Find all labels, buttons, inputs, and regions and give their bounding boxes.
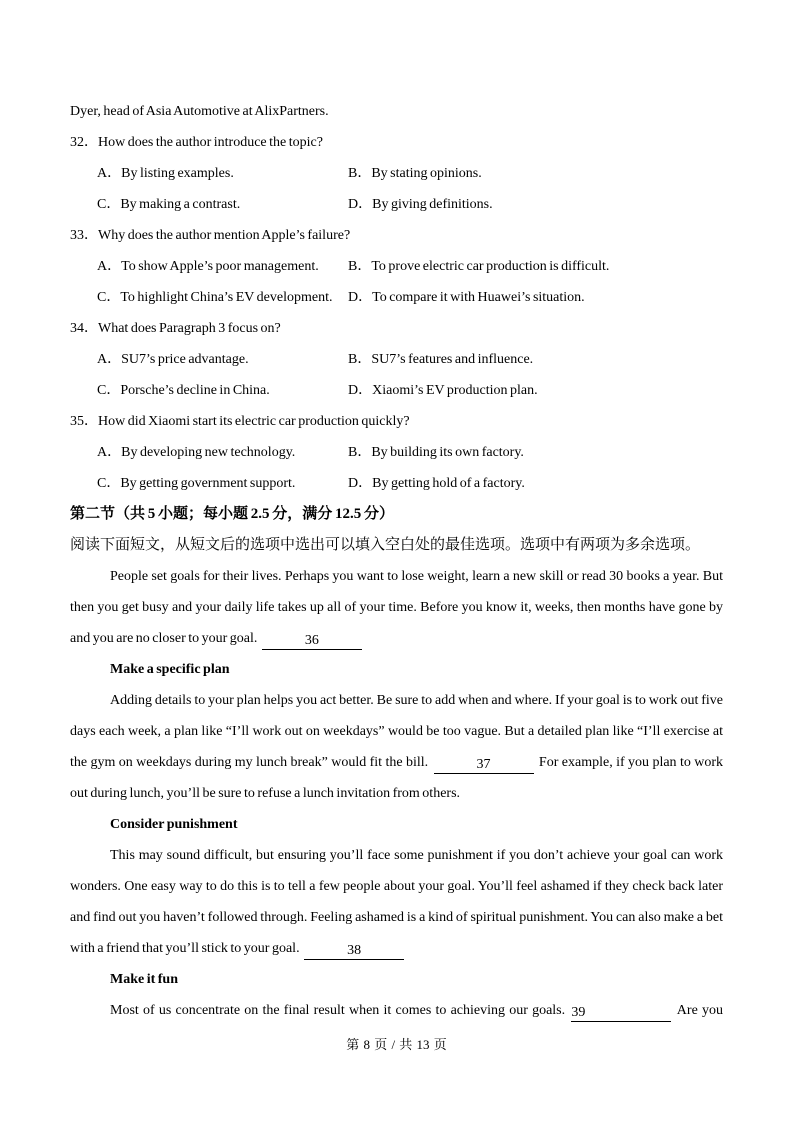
options-row — [70, 251, 723, 282]
option-label: B． — [348, 259, 372, 274]
option-text: To show Apple’s poor management. — [121, 259, 319, 274]
option-label: C． — [97, 290, 121, 305]
cloze-passage — [70, 561, 723, 1026]
option-text: By building its own factory. — [371, 445, 524, 460]
blank-36 — [262, 633, 362, 650]
option-label: B． — [348, 445, 372, 460]
options-row — [70, 437, 723, 468]
question-stem — [70, 127, 723, 158]
option-text: By getting hold of a factory. — [372, 476, 525, 491]
passage-text: This may sound difficult, but ensuring you’ll face some punishment if you don’t achieve your goal can work wonders. One easy way to do this is to tell a few people about your goal. You’ll feel ashamed if they check back later and find out you haven’t followed through. Feeling ashamed is a kind of spiritual punishment. You can also make a bet with a friend that you’ll stick to your goal. — [70, 848, 723, 956]
option-label: D． — [348, 383, 373, 398]
option-b — [348, 437, 723, 468]
option-text: To compare it with Huawei’s situation. — [372, 290, 585, 305]
options-row — [70, 189, 723, 220]
passage-paragraph — [70, 840, 723, 964]
option-text: To prove electric car production is difficult. — [371, 259, 610, 274]
question-text: Why does the author mention Apple’s failure? — [98, 228, 351, 243]
option-label: C． — [97, 383, 121, 398]
options-row — [70, 468, 723, 499]
question-number: 35． — [70, 414, 98, 429]
passage-text: Most of us concentrate on the final result when it comes to achieving our goals. — [110, 1003, 570, 1018]
option-label: B． — [348, 166, 372, 181]
option-d — [348, 282, 723, 313]
option-c — [70, 468, 348, 499]
passage-paragraph — [70, 561, 723, 654]
blank-39 — [571, 1005, 671, 1022]
passage-paragraph — [70, 995, 723, 1026]
option-c — [70, 189, 348, 220]
option-text: By listing examples. — [121, 166, 234, 181]
option-b — [348, 344, 723, 375]
option-text: SU7’s features and influence. — [371, 352, 534, 367]
option-a — [70, 437, 348, 468]
blank-37 — [434, 757, 534, 774]
question-number: 33． — [70, 228, 98, 243]
option-text: By developing new technology. — [121, 445, 296, 460]
blank-number: 36 — [304, 633, 319, 648]
question-stem — [70, 313, 723, 344]
passage-text: Adding details to your plan helps you act better. Be sure to add when and where. If your goal is to work out five days each week, a plan like “I’ll work out on weekdays” would be too vague. But a detailed plan like “I’ll exercise at the gym on weekdays during my lunch break” would fit the bill. — [70, 693, 723, 770]
section-heading: 第二节（共 5 小题；每小题 2.5 分，满分 12.5 分） — [70, 506, 395, 522]
option-d — [348, 468, 723, 499]
option-label: A． — [97, 445, 122, 460]
option-text: By giving definitions. — [372, 197, 493, 212]
passage-text: For example, if you plan to work out during lunch, you’ll be sure to refuse a lunch invitation from others. — [70, 755, 723, 801]
option-b — [348, 158, 723, 189]
question-text: How does the author introduce the topic? — [98, 135, 323, 150]
page-content — [70, 96, 723, 1026]
passage-paragraph — [70, 685, 723, 809]
option-label: A． — [97, 352, 122, 367]
option-d — [348, 375, 723, 406]
option-a — [70, 158, 348, 189]
option-label: B． — [348, 352, 372, 367]
option-text: By making a contrast. — [120, 197, 241, 212]
passage-subheading: Make a specific plan — [110, 662, 230, 677]
option-label: D． — [348, 290, 373, 305]
options-row — [70, 282, 723, 313]
passage-continuation-line: Dyer, head of Asia Automotive at AlixPartners. — [70, 104, 329, 119]
option-b — [348, 251, 723, 282]
reading-questions-block — [70, 127, 723, 499]
option-a — [70, 251, 348, 282]
option-text: By stating opinions. — [371, 166, 482, 181]
option-text: By getting government support. — [120, 476, 296, 491]
blank-number: 39 — [571, 1005, 586, 1020]
option-text: Porsche’s decline in China. — [120, 383, 270, 398]
option-c — [70, 375, 348, 406]
option-c — [70, 282, 348, 313]
option-label: A． — [97, 259, 122, 274]
passage-subheading: Make it fun — [110, 972, 178, 987]
options-row — [70, 344, 723, 375]
passage-subheading: Consider punishment — [110, 817, 238, 832]
question-stem — [70, 406, 723, 437]
blank-38 — [304, 943, 404, 960]
question-number: 32． — [70, 135, 98, 150]
blank-number: 38 — [347, 943, 362, 958]
page-footer: 第 8 页 / 共 13 页 — [346, 1037, 447, 1052]
option-label: C． — [97, 476, 121, 491]
option-label: C． — [97, 197, 121, 212]
section-instructions: 阅读下面短文，从短文后的选项中选出可以填入空白处的最佳选项。选项中有两项为多余选项。 — [70, 537, 701, 553]
option-a — [70, 344, 348, 375]
question-stem — [70, 220, 723, 251]
passage-text: People set goals for their lives. Perhaps you want to lose weight, learn a new skill or read 30 books a year. But then you get busy and your daily life takes up all of your time. Before you know it, weeks, then months have gone by and you are no closer to your goal. — [70, 569, 723, 646]
option-label: D． — [348, 476, 373, 491]
options-row — [70, 375, 723, 406]
option-text: To highlight China’s EV development. — [120, 290, 333, 305]
blank-number: 37 — [476, 757, 491, 772]
options-row — [70, 158, 723, 189]
passage-text: Are you — [673, 1003, 723, 1018]
option-text: SU7’s price advantage. — [121, 352, 249, 367]
question-text: How did Xiaomi start its electric car production quickly? — [98, 414, 410, 429]
option-label: A． — [97, 166, 122, 181]
question-text: What does Paragraph 3 focus on? — [98, 321, 281, 336]
option-label: D． — [348, 197, 373, 212]
question-number: 34． — [70, 321, 98, 336]
option-d — [348, 189, 723, 220]
option-text: Xiaomi’s EV production plan. — [372, 383, 538, 398]
